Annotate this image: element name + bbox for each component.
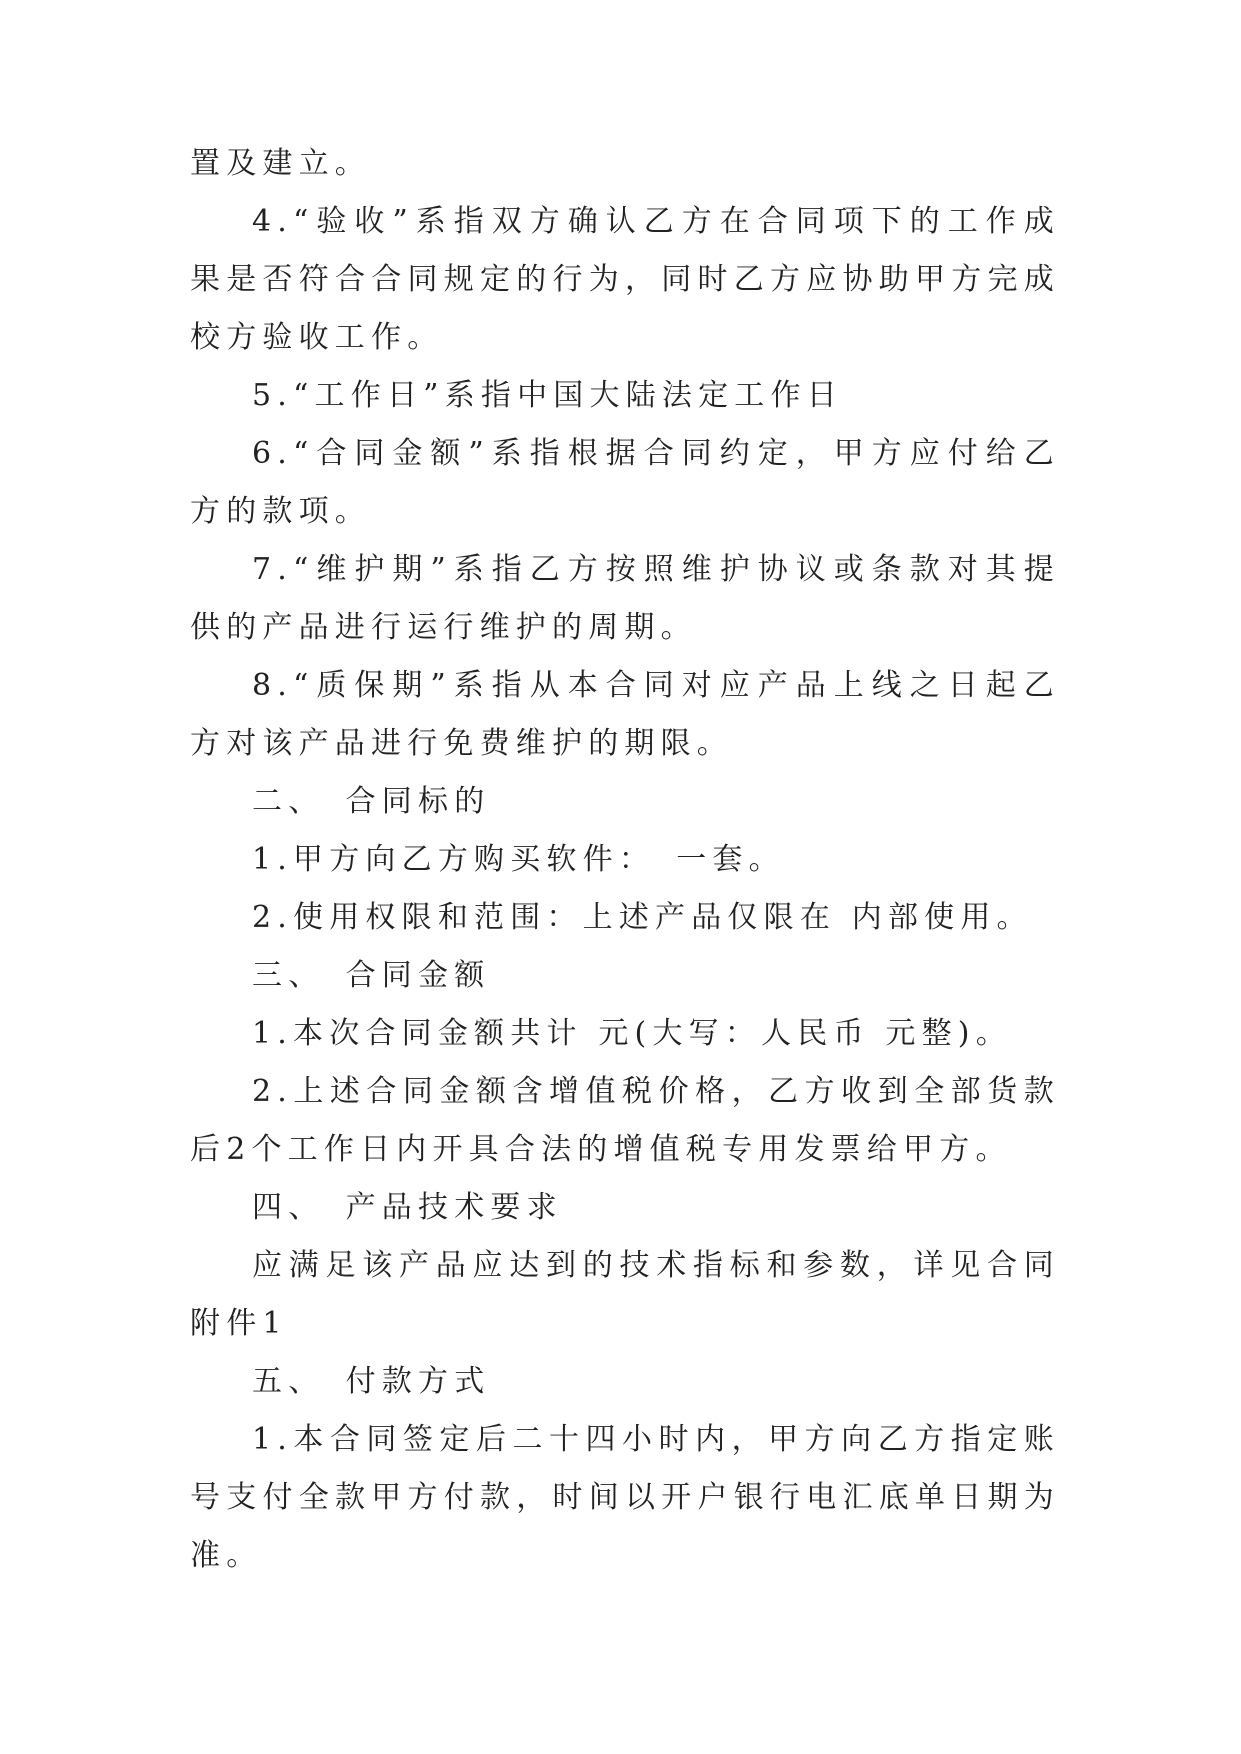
paragraph-payment-terms: 1.本合同签定后二十四小时内，甲方向乙方指定账号支付全款甲方付款，时间以开户银行电汇底单日期为准。 <box>190 1422 1060 1573</box>
section-heading-payment-method: 五、 付款方式 <box>252 1364 491 1399</box>
section-heading-technical-requirements: 四、 产品技术要求 <box>252 1190 563 1225</box>
paragraph-continuation: 置及建立。 <box>190 146 371 181</box>
paragraph-usage-scope: 2.使用权限和范围：上述产品仅限在 内部使用。 <box>252 900 1033 935</box>
paragraph-maintenance-period-definition: 7.“维护期”系指乙方按照维护协议或条款对其提供的产品进行运行维护的周期。 <box>190 552 1060 645</box>
paragraph-tax-invoice: 2.上述合同金额含增值税价格，乙方收到全部货款后2个工作日内开具合法的增值税专用发票给甲方。 <box>190 1074 1060 1167</box>
paragraph-workday-definition: 5.“工作日”系指中国大陆法定工作日 <box>252 378 843 413</box>
paragraph-warranty-period-definition: 8.“质保期”系指从本合同对应产品上线之日起乙方对该产品进行免费维护的期限。 <box>190 668 1060 761</box>
section-heading-contract-subject: 二、 合同标的 <box>252 784 491 819</box>
paragraph-software-purchase: 1.甲方向乙方购买软件： 一套。 <box>252 842 785 877</box>
section-heading-contract-amount: 三、 合同金额 <box>252 958 491 993</box>
paragraph-contract-amount-definition: 6.“合同金额”系指根据合同约定，甲方应付给乙方的款项。 <box>190 436 1060 529</box>
paragraph-total-amount: 1.本次合同金额共计 元(大写：人民币 元整)。 <box>252 1016 1012 1051</box>
paragraph-technical-spec: 应满足该产品应达到的技术指标和参数，详见合同附件1 <box>190 1248 1060 1341</box>
paragraph-acceptance-definition: 4.“验收”系指双方确认乙方在合同项下的工作成果是否符合合同规定的行为，同时乙方应协助甲方完成校方验收工作。 <box>190 204 1060 355</box>
